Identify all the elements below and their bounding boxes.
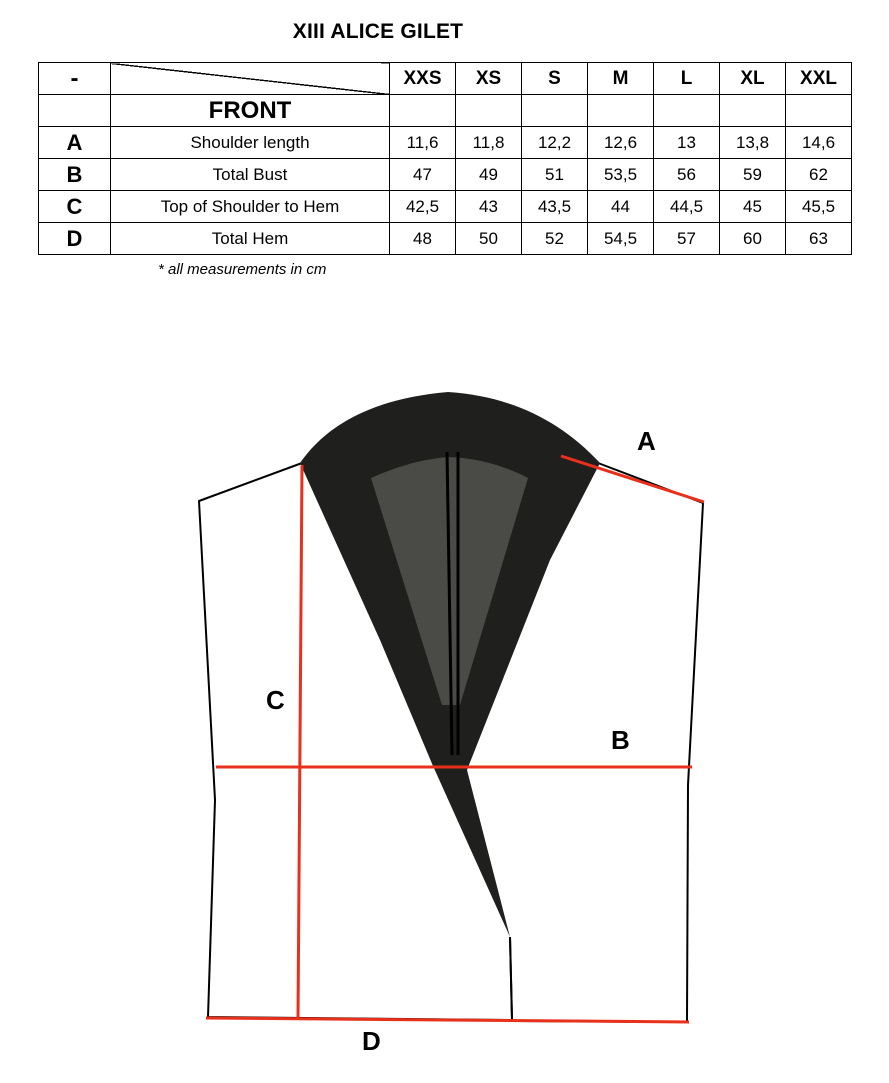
row-label: Total Hem bbox=[111, 223, 390, 255]
value-cell: 45 bbox=[720, 191, 786, 223]
row-letter: D bbox=[39, 223, 111, 255]
value-cell: 14,6 bbox=[786, 127, 852, 159]
size-header: L bbox=[654, 63, 720, 95]
section-title: FRONT bbox=[111, 95, 390, 127]
size-header: XXL bbox=[786, 63, 852, 95]
size-header: XL bbox=[720, 63, 786, 95]
hem-seam bbox=[510, 937, 512, 1020]
value-cell: 50 bbox=[456, 223, 522, 255]
value-cell: 11,8 bbox=[456, 127, 522, 159]
value-cell: 57 bbox=[654, 223, 720, 255]
row-label: Total Bust bbox=[111, 159, 390, 191]
value-cell: 47 bbox=[390, 159, 456, 191]
row-label: Top of Shoulder to Hem bbox=[111, 191, 390, 223]
value-cell: 44,5 bbox=[654, 191, 720, 223]
measurement-footnote: * all measurements in cm bbox=[158, 261, 327, 278]
measure-line-d bbox=[206, 1018, 689, 1022]
value-cell: 60 bbox=[720, 223, 786, 255]
size-header: S bbox=[522, 63, 588, 95]
measure-label-d: D bbox=[362, 1026, 381, 1056]
value-cell: 53,5 bbox=[588, 159, 654, 191]
value-cell: 49 bbox=[456, 159, 522, 191]
value-cell: 42,5 bbox=[390, 191, 456, 223]
size-header: XS bbox=[456, 63, 522, 95]
corner-cell: - bbox=[39, 63, 111, 95]
value-cell: 44 bbox=[588, 191, 654, 223]
page-title: XIII ALICE GILET bbox=[292, 20, 464, 43]
measure-line-c bbox=[298, 465, 302, 1019]
value-cell: 59 bbox=[720, 159, 786, 191]
value-cell: 56 bbox=[654, 159, 720, 191]
row-letter: A bbox=[39, 127, 111, 159]
value-cell: 52 bbox=[522, 223, 588, 255]
value-cell: 43 bbox=[456, 191, 522, 223]
value-cell: 13 bbox=[654, 127, 720, 159]
measure-label-a: A bbox=[637, 426, 656, 456]
measure-label-b: B bbox=[611, 725, 630, 755]
size-header: M bbox=[588, 63, 654, 95]
value-cell: 12,6 bbox=[588, 127, 654, 159]
value-cell: 63 bbox=[786, 223, 852, 255]
value-cell: 13,8 bbox=[720, 127, 786, 159]
value-cell: 48 bbox=[390, 223, 456, 255]
value-cell: 51 bbox=[522, 159, 588, 191]
measure-label-c: C bbox=[266, 685, 285, 715]
value-cell: 11,6 bbox=[390, 127, 456, 159]
value-cell: 62 bbox=[786, 159, 852, 191]
row-letter: C bbox=[39, 191, 111, 223]
row-letter: B bbox=[39, 159, 111, 191]
value-cell: 54,5 bbox=[588, 223, 654, 255]
size-header: XXS bbox=[390, 63, 456, 95]
value-cell: 12,2 bbox=[522, 127, 588, 159]
row-label: Shoulder length bbox=[111, 127, 390, 159]
value-cell: 45,5 bbox=[786, 191, 852, 223]
value-cell: 43,5 bbox=[522, 191, 588, 223]
